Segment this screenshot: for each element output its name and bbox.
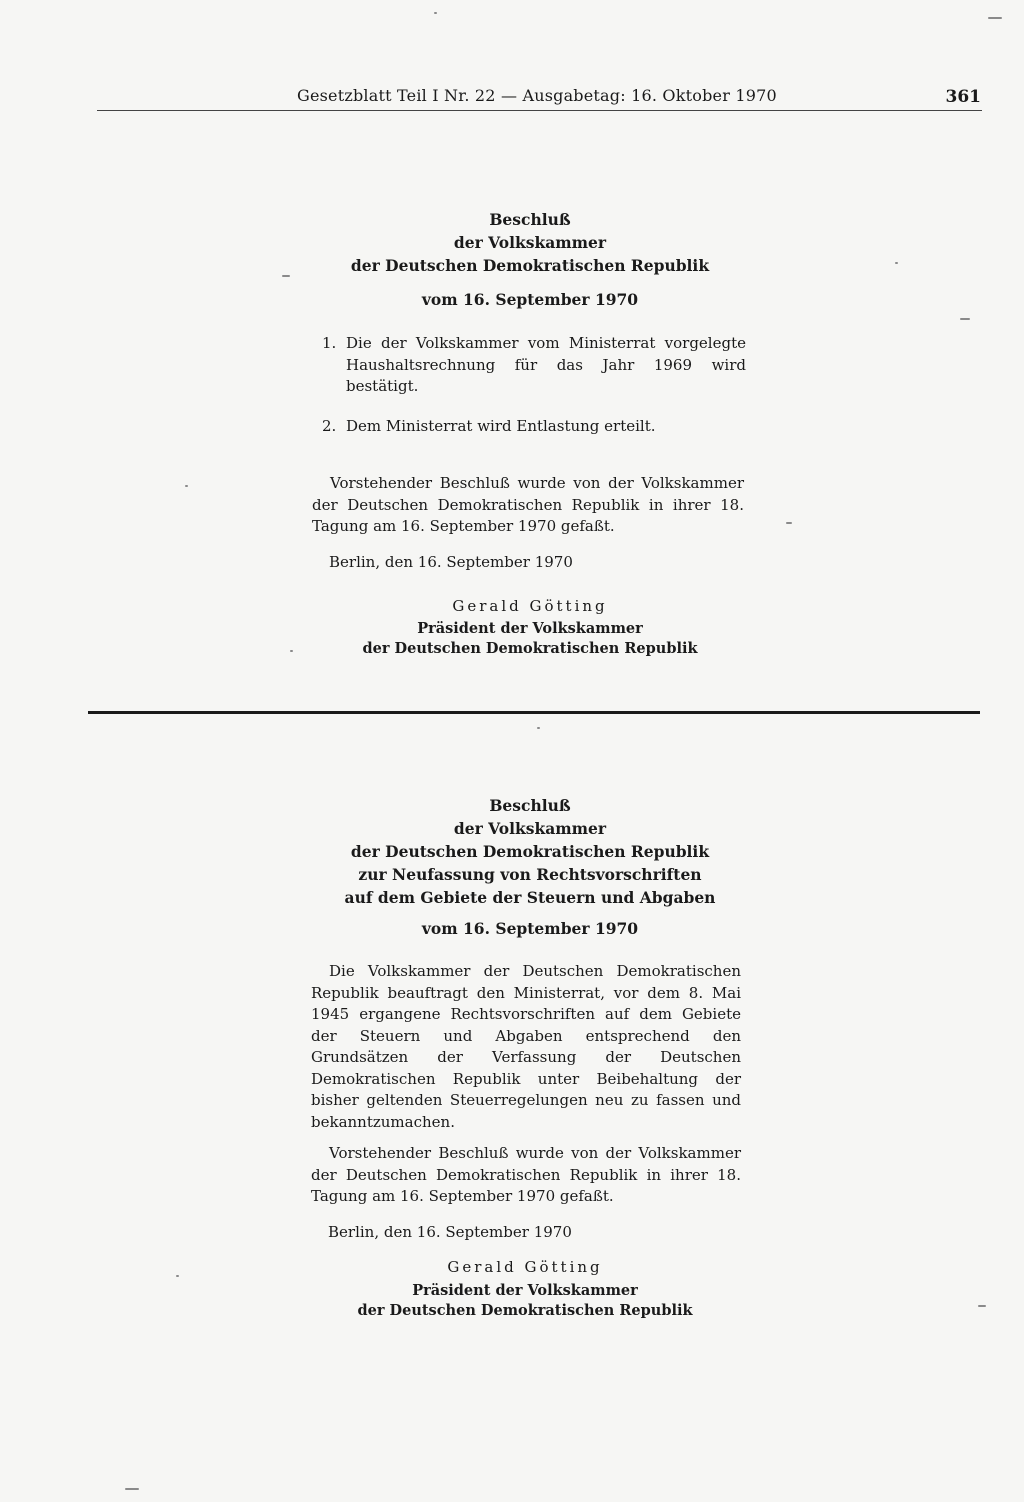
resolution-1-place-date: Berlin, den 16. September 1970: [329, 553, 573, 571]
signer-role-line: der Deutschen Demokratischen Republik: [357, 1302, 693, 1319]
item-text: Dem Ministerrat wird Entlastung erteilt.: [346, 416, 656, 435]
resolution-2-title: [280, 794, 780, 909]
signer-role-line: Präsident der Volkskammer: [417, 620, 643, 637]
title-line: Beschluß: [489, 796, 571, 815]
title-line: auf dem Gebiete der Steuern und Abgaben: [344, 888, 716, 907]
resolution-2-place-date: Berlin, den 16. September 1970: [328, 1223, 572, 1241]
resolution-1-closing: Vorstehender Beschluß wurde von der Volkskammer der Deutschen Demokratischen Republik in ihrer 18. Tagung am 16. September 1970 gefaßt.: [312, 474, 744, 535]
scan-speck: [282, 275, 290, 277]
title-line: der Deutschen Demokratischen Republik: [350, 842, 710, 861]
resolution-2-place-date-block: [328, 1223, 728, 1241]
resolution-2: [280, 794, 780, 938]
signer-role-line: Präsident der Volkskammer: [412, 1282, 638, 1299]
page-header: [97, 84, 981, 110]
scan-speck: [176, 1275, 179, 1277]
scan-speck: [434, 12, 437, 14]
scan-speck: [895, 262, 898, 264]
resolution-2-signature: [275, 1258, 775, 1321]
signer-role: [280, 619, 780, 659]
resolution-2-closing-block: [311, 1143, 741, 1208]
scan-speck: [978, 1305, 986, 1307]
title-line: der Volkskammer: [453, 819, 607, 838]
resolution-1-place-date-block: [329, 553, 729, 571]
signer-name: Gerald Götting: [452, 597, 608, 615]
title-line: der Volkskammer: [453, 233, 607, 252]
signer-role-line: der Deutschen Demokratischen Republik: [362, 640, 698, 657]
resolution-1-date: vom 16. September 1970: [421, 290, 639, 309]
resolution-1-items: [322, 333, 746, 437]
numbered-item: [322, 333, 746, 398]
signer-role: [275, 1281, 775, 1321]
resolution-2-date: vom 16. September 1970: [421, 919, 639, 938]
scan-speck: [960, 318, 970, 320]
signer-name: Gerald Götting: [447, 1258, 603, 1276]
title-line: der Deutschen Demokratischen Republik: [350, 256, 710, 275]
resolution-1: [280, 208, 780, 309]
numbered-item: [322, 416, 746, 438]
item-number: 2.: [322, 416, 337, 435]
resolution-1-signature: [280, 597, 780, 659]
resolution-1-title: [280, 208, 780, 277]
header-title: Gesetzblatt Teil I Nr. 22 — Ausgabetag: 16. Oktober 1970: [297, 86, 777, 105]
scan-speck: [537, 727, 540, 729]
scan-speck: [185, 485, 188, 487]
resolution-1-closing-block: [312, 473, 744, 538]
scan-speck: [786, 522, 792, 524]
resolution-2-closing: Vorstehender Beschluß wurde von der Volkskammer der Deutschen Demokratischen Republik in ihrer 18. Tagung am 16. September 1970 gefaßt.: [311, 1144, 741, 1205]
title-line: Beschluß: [489, 210, 571, 229]
title-line: zur Neufassung von Rechtsvorschriften: [358, 865, 702, 884]
scan-speck: [988, 17, 1002, 19]
resolution-2-body-block: [311, 961, 741, 1133]
header-rule: [97, 110, 982, 111]
scan-speck: [290, 650, 293, 652]
page-number: 361: [945, 87, 981, 107]
scan-speck: [125, 1488, 139, 1490]
item-text: Die der Volkskammer vom Ministerrat vorgelegte Haushaltsrechnung für das Jahr 1969 wird bestätigt.: [346, 334, 746, 395]
section-separator: [88, 711, 980, 714]
item-number: 1.: [322, 334, 337, 352]
resolution-2-body: Die Volkskammer der Deutschen Demokratischen Republik beauftragt den Ministerrat, vor dem 8. Mai 1945 ergangene Rechtsvorschriften auf dem Gebiete der Steuern und Abgaben entsprechend den Grundsätzen der Verfassung der Deutschen Demokratischen Republik unter Beibehaltung der bisher geltenden Steuerregelungen neu zu fassen und bekanntzumachen.: [311, 962, 741, 1131]
